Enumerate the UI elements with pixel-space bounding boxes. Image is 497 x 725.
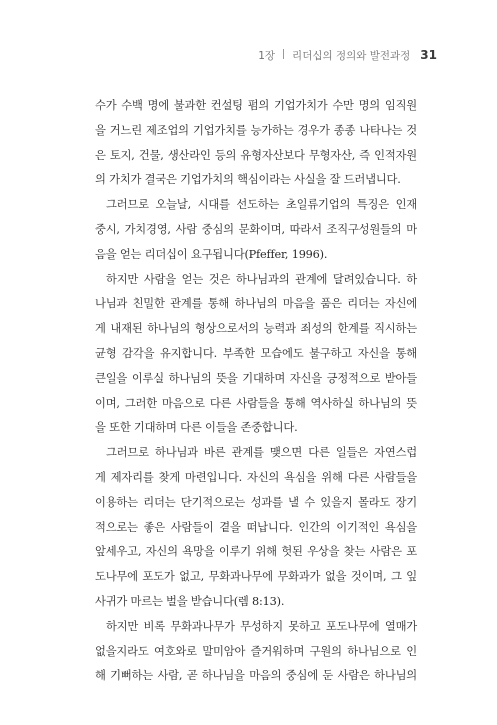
text-line: 앞세우고, 자신의 욕망을 이루기 위해 헛된 우상을 찾는 사람은 포 bbox=[95, 545, 417, 559]
paragraph bbox=[95, 94, 417, 193]
text-line: 사귀가 마르는 벌을 받습니다(렘 8:13). bbox=[95, 594, 285, 608]
text-line: 중시, 가치경영, 사람 중심의 문화이며, 따라서 조직구성원들의 마 bbox=[95, 222, 417, 236]
text-line: 하지만 비록 무화과나무가 무성하지 못하고 포도나무에 열매가 bbox=[106, 619, 417, 633]
paragraph bbox=[95, 193, 417, 267]
text-line: 적으로는 좋은 사람들이 곁을 떠납니다. 인간의 이기적인 욕심을 bbox=[95, 520, 417, 534]
text-line: 이며, 그러한 마음으로 다른 사람들을 통해 역사하실 하나님의 뜻 bbox=[95, 396, 417, 410]
text-line: 수가 수백 명에 불과한 컨설팅 펌의 기업가치가 수만 명의 임직원 bbox=[95, 99, 417, 112]
text-line: 을 거느린 제조업의 기업가치를 능가하는 경우가 종종 나타나는 것 bbox=[95, 123, 417, 137]
text-line: 음을 얻는 리더십이 요구됩니다(Pfeffer, 1996). bbox=[95, 247, 328, 261]
text-line: 게 제자리를 찾게 마련입니다. 자신의 욕심을 위해 다른 사람들을 bbox=[95, 470, 417, 484]
paragraph bbox=[95, 268, 417, 442]
chapter-title: 리더십의 정의와 발전과정 bbox=[292, 50, 411, 62]
text-line: 은 토지, 건물, 생산라인 등의 유형자산보다 무형자산, 즉 인적자원 bbox=[95, 148, 417, 162]
running-header bbox=[258, 48, 437, 63]
text-line: 그러므로 오늘날, 시대를 선도하는 초일류기업의 특징은 인재 bbox=[106, 198, 417, 212]
text-line: 도나무에 포도가 없고, 무화과나무에 무화과가 없을 것이며, 그 잎 bbox=[95, 570, 417, 584]
text-line: 그러므로 하나님과 바른 관계를 맺으면 다른 일들은 자연스럽 bbox=[106, 446, 417, 460]
text-line: 균형 감각을 유지합니다. 부족한 모습에도 불구하고 자신을 통해 bbox=[95, 346, 417, 360]
text-line: 게 내재된 하나님의 형상으로서의 능력과 죄성의 한계를 직시하는 bbox=[95, 322, 417, 336]
text-line: 을 또한 기대하며 다른 이들을 존중합니다. bbox=[95, 421, 298, 435]
header-divider bbox=[283, 49, 284, 59]
text-line: 의 가치가 결국은 기업가치의 핵심이라는 사실을 잘 드러냅니다. bbox=[95, 173, 401, 187]
text-line: 하지만 사람을 얻는 것은 하나님과의 관계에 달려있습니다. 하 bbox=[106, 272, 417, 286]
text-line: 이용하는 리더는 단기적으로는 성과를 낼 수 있을지 몰라도 장기 bbox=[95, 495, 417, 509]
page-number: 31 bbox=[420, 48, 437, 62]
text-line: 해 기뻐하는 사람, 곧 하나님을 마음의 중심에 둔 사람은 하나님의 bbox=[95, 669, 417, 683]
text-line: 나님과 친밀한 관계를 통해 하나님의 마음을 품은 리더는 자신에 bbox=[95, 297, 417, 311]
chapter-label: 1장 bbox=[258, 50, 276, 62]
body-text bbox=[95, 94, 417, 689]
paragraph bbox=[95, 615, 417, 689]
text-line: 큰일을 이루실 하나님의 뜻을 기대하며 자신을 긍정적으로 받아들 bbox=[95, 371, 417, 385]
text-line: 없을지라도 여호와로 말미암아 즐거워하며 구원의 하나님으로 인 bbox=[95, 644, 417, 658]
paragraph bbox=[95, 441, 417, 615]
